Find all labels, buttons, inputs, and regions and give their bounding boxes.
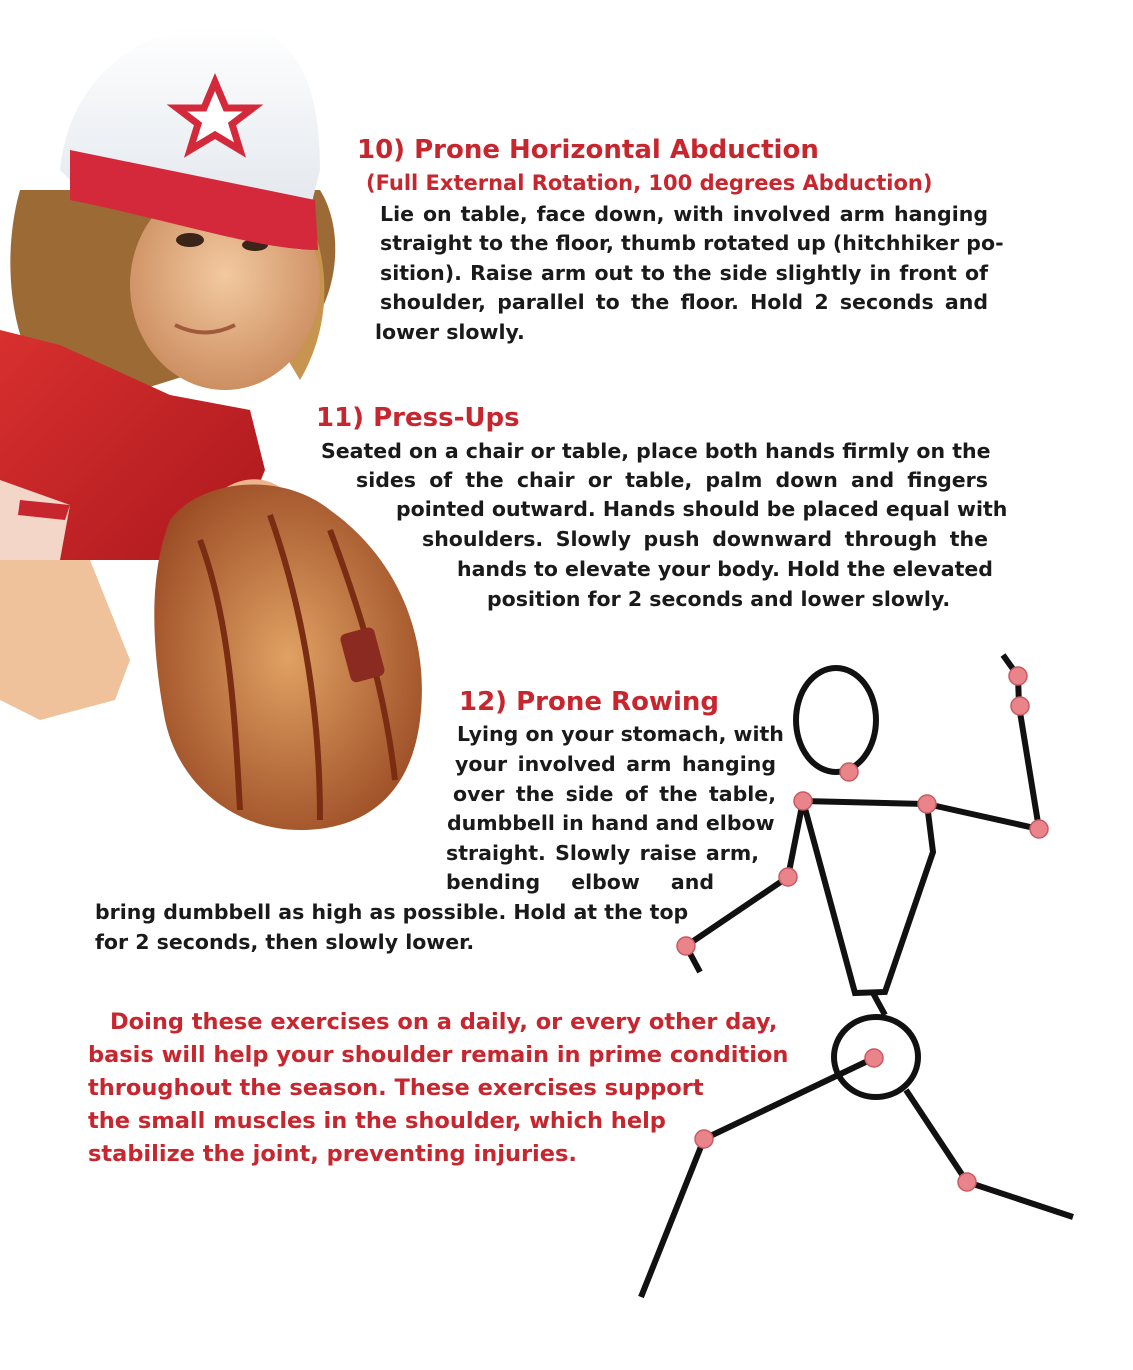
exercise-10-line: straight to the floor, thumb rotated up (hitchhiker po- xyxy=(380,231,1004,255)
exercise-10-line: Lie on table, face down, with involved arm hanging xyxy=(380,202,988,226)
figure-torso xyxy=(803,801,933,993)
exercise-12-line: bring dumbbell as high as possible. Hold at the top xyxy=(95,900,689,924)
closing-line: throughout the season. These exercises support xyxy=(88,1075,704,1101)
joint-left-wrist xyxy=(677,937,695,955)
exercise-12-line: dumbbell in hand and elbow xyxy=(447,811,775,835)
exercise-12-line: straight. Slowly raise arm, xyxy=(446,841,759,865)
exercise-12-line: Lying on your stomach, with xyxy=(457,722,784,746)
exercise-11-line: shoulders. Slowly push downward through the xyxy=(422,527,988,551)
figure-right-leg xyxy=(906,1090,1073,1217)
exercise-10-line: sition). Raise arm out to the side slightly in front of xyxy=(380,261,988,285)
exercise-12-line: for 2 seconds, then slowly lower. xyxy=(95,930,475,954)
exercise-11-line: position for 2 seconds and lower slowly. xyxy=(487,587,951,611)
joint-left-knee xyxy=(695,1130,713,1148)
joint-left-shoulder xyxy=(794,792,812,810)
baseball-glove xyxy=(154,485,422,830)
figure-neck xyxy=(846,770,849,772)
exercise-12-line: your involved arm hanging xyxy=(455,752,776,776)
exercise-11-line: pointed outward. Hands should be placed equal with xyxy=(396,497,1008,521)
figure-pelvis xyxy=(834,1017,918,1097)
figure-waist xyxy=(873,993,885,1015)
exercise-10-subtitle: (Full External Rotation, 100 degrees Abduction) xyxy=(366,171,933,195)
joint-right-hand xyxy=(1009,667,1027,685)
joint-left-elbow xyxy=(779,868,797,886)
closing-line: the small muscles in the shoulder, which help xyxy=(88,1108,666,1134)
closing-line: Doing these exercises on a daily, or every other day, xyxy=(110,1009,778,1035)
exercise-10-title: 10) Prone Horizontal Abduction xyxy=(357,135,819,165)
joint-right-knee xyxy=(958,1173,976,1191)
exercise-11-line: Seated on a chair or table, place both hands firmly on the xyxy=(321,439,991,463)
joint-right-shoulder xyxy=(918,795,936,813)
exercise-12-line: over the side of the table, xyxy=(453,782,776,806)
exercise-11-title: 11) Press-Ups xyxy=(316,403,520,433)
exercise-12-title: 12) Prone Rowing xyxy=(459,687,719,717)
closing-line: basis will help your shoulder remain in prime condition xyxy=(88,1042,789,1068)
exercise-10-line: lower slowly. xyxy=(375,320,525,344)
joint-hip xyxy=(865,1049,883,1067)
joint-right-elbow xyxy=(1030,820,1048,838)
closing-line: stabilize the joint, preventing injuries. xyxy=(88,1141,577,1167)
exercise-12-line: bending elbow and xyxy=(446,870,714,894)
exercise-11-line: hands to elevate your body. Hold the elevated xyxy=(457,557,993,581)
figure-right-arm xyxy=(927,655,1039,829)
figure-head xyxy=(796,668,876,772)
joint-neck xyxy=(840,763,858,781)
exercise-11-line: sides of the chair or table, palm down and fingers xyxy=(356,468,988,492)
joint-right-wrist xyxy=(1011,697,1029,715)
exercise-10-line: shoulder, parallel to the floor. Hold 2 seconds and xyxy=(380,290,988,314)
